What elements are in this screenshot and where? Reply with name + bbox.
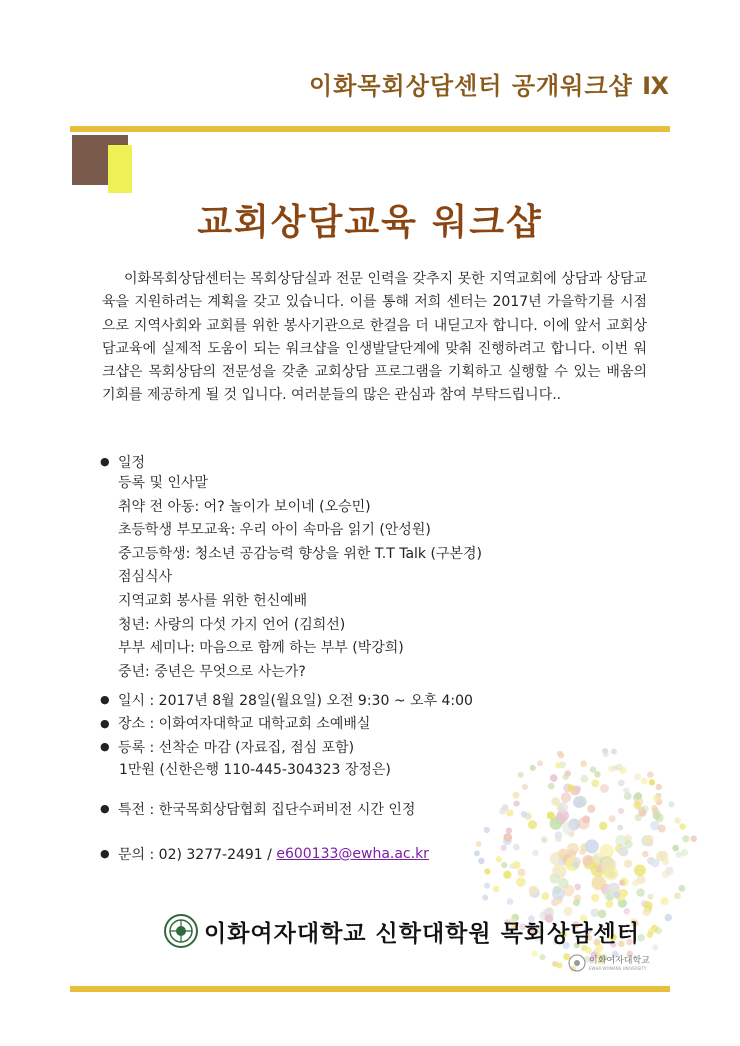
- contact-block: [100, 842, 429, 866]
- registration-row: [100, 735, 473, 759]
- schedule-list: [118, 472, 482, 684]
- registration-text: 등록 : 선착순 마감 (자료집, 점심 포함): [118, 739, 355, 756]
- footer-org: [164, 914, 640, 948]
- bullet-icon: ●: [100, 693, 110, 707]
- place-row: [100, 712, 473, 736]
- schedule-item: 부부 세미나: 마음으로 함께 하는 부부 (박강희): [118, 640, 404, 657]
- main-title: 교회상담교육 워크샵: [197, 202, 543, 243]
- header-title: 이화목회상담센터 공개워크샵 Ⅸ: [309, 72, 670, 100]
- ewha-logo-subtext: EWHA WOMANS UNIVERSITY: [589, 965, 647, 971]
- contact-email-link[interactable]: e600133@ewha.ac.kr: [276, 845, 429, 862]
- ewha-logo-text: 이화여자대학교: [589, 955, 650, 966]
- schedule-item: 중년: 중년은 무엇으로 사는가?: [118, 663, 306, 680]
- schedule-item: 청년: 사랑의 다섯 가지 언어 (김희선): [118, 616, 346, 633]
- fee-text: 1만원 (신한은행 110-445-304323 장정은): [119, 761, 391, 778]
- bullet-icon: ●: [100, 455, 110, 468]
- event-details: [100, 688, 473, 782]
- university-seal-icon: [164, 914, 198, 948]
- intro-paragraph: 이화목회상담센터는 목회상담실과 전문 인력을 갖추지 못한 지역교회에 상담과 상담교육을 지원하려는 계획을 갖고 있습니다. 이를 통해 저희 센터는 2017년 가을학기를 시점으로 지역사회와 교회를 위한 봉사기관으로 한걸음 더 내딛고자 합니다. 이에 앞서 교회상담교육에 실제적 도움이 되는 워크샵을 인생발달단계에 맞춰 진행하려고 합니다. 이번 워크샵은 목회상담의 전문성을 갖춘 교회상담 프로그램을 기획하고 실행할 수 있는 배움의 기회를 제공하게 될 것 입니다. 여러분들의 많은 관심과 참여 부탁드립니다..: [102, 271, 647, 404]
- top-divider: [70, 126, 670, 132]
- benefit-block: [100, 797, 415, 821]
- ewha-logo: [568, 954, 650, 972]
- benefit-row: [100, 797, 415, 821]
- date-text: 일시 : 2017년 8월 28일(월요일) 오전 9:30 ~ 오후 4:00: [118, 692, 473, 709]
- bullet-icon: ●: [100, 802, 110, 816]
- footer-org-name: 이화여자대학교 신학대학원 목회상담센터: [204, 920, 640, 947]
- schedule-item: 등록 및 인사말: [118, 475, 209, 491]
- schedule-heading: [100, 450, 145, 473]
- schedule-item: 지역교회 봉사를 위한 헌신예배: [118, 592, 308, 609]
- schedule-item: 초등학생 부모교육: 우리 아이 속마음 읽기 (안성원): [118, 522, 431, 539]
- schedule-item: 취약 전 아동: 어? 놀이가 보이네 (오승민): [118, 498, 371, 515]
- contact-row: [100, 842, 429, 866]
- schedule-item: 점심식사: [118, 569, 173, 586]
- schedule-item: 중고등학생: 청소년 공감능력 향상을 위한 T.T Talk (구본경): [118, 545, 482, 562]
- decorative-yellow-bar: [108, 145, 132, 193]
- place-text: 장소 : 이화여자대학교 대학교회 소예배실: [118, 716, 371, 733]
- contact-text: 문의 : 02) 3277-2491 /: [118, 846, 277, 863]
- small-seal-icon: [568, 954, 586, 972]
- date-row: [100, 688, 473, 712]
- bullet-icon: ●: [100, 847, 110, 861]
- schedule-label: 일정: [118, 454, 146, 471]
- bullet-icon: ●: [100, 740, 110, 754]
- bullet-icon: ●: [100, 716, 110, 730]
- benefit-text: 특전 : 한국목회상담협회 집단수퍼비전 시간 인정: [118, 801, 416, 818]
- bottom-divider: [70, 986, 670, 992]
